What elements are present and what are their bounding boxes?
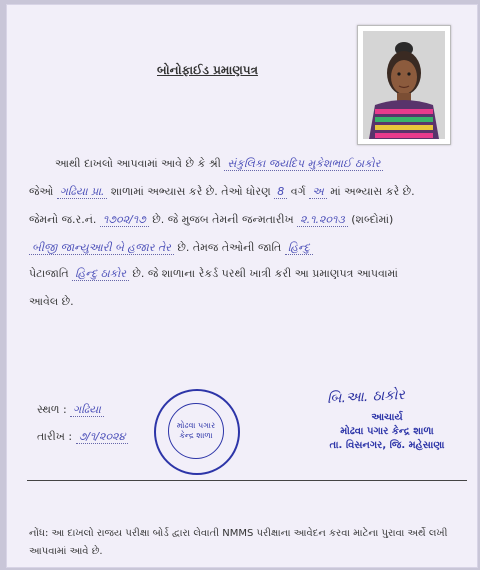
divider-line xyxy=(27,480,467,481)
body-line-6: આવેલ છે. xyxy=(29,295,74,308)
birth-date-words: બીજી જાન્યુઆરી બે હજાર તેર xyxy=(29,241,174,255)
place-label: સ્થળ : xyxy=(37,403,67,416)
school-name: ગઢિયા પ્રા. xyxy=(57,185,108,199)
line2-mid: શાળામાં અભ્યાસ કરે છે. તેઓ ધોરણ xyxy=(110,185,271,198)
round-stamp-text: મોઢવા પગાર કેન્દ્ર શાળા xyxy=(168,403,224,459)
caste-value: હિન્દુ xyxy=(285,241,313,255)
signature-scribble: બિ.આ. ઠાકોર xyxy=(326,386,406,408)
line4-mid: છે. તેમજ તેઓની જાતિ xyxy=(177,241,282,254)
place-value: ગઢિયા xyxy=(70,403,104,417)
principal-school: મોઢવા પગાર કેન્દ્ર શાળા xyxy=(340,426,434,437)
line3-end: (શબ્દોમાં) xyxy=(351,213,394,226)
line3-mid: છે. જે મુજબ તેમની જન્મતારીખ xyxy=(152,213,294,226)
body-line-1 xyxy=(55,157,383,171)
date-row xyxy=(37,430,128,444)
standard-value: 8 xyxy=(274,185,287,199)
line2-prefix: જેઓ xyxy=(29,185,54,198)
photo-image xyxy=(363,31,445,139)
birth-date: ૨.૧.૨૦૧૩ xyxy=(297,213,348,227)
certificate-title: બોનોફાઈડ પ્રમાણપત્ર xyxy=(157,63,258,77)
body-line-2 xyxy=(29,185,415,199)
division-value: અ xyxy=(309,185,327,199)
student-name: સંકુલિકા જયદિપ મુકેશભાઈ ઠાકોર xyxy=(224,157,383,171)
principal-location: તા. વિસનગર, જિ. મહેસાણા xyxy=(329,440,445,451)
line2-end: માં અભ્યાસ કરે છે. xyxy=(330,185,415,198)
register-number: ૧૭૦૨/૧૭ xyxy=(100,213,149,227)
principal-role: આચાર્ય xyxy=(371,412,403,423)
subcaste-value: હિન્દુ ઠાકોર xyxy=(72,267,129,281)
date-label: તારીખ : xyxy=(37,430,73,443)
line1-prefix: આથી દાખલો આપવામાં આવે છે કે શ્રી xyxy=(55,157,221,170)
line5-end: છે. જે શાળાના રેકર્ડ પરથી ખાત્રી કરી આ પ્રમાણપત્ર આપવામાં xyxy=(132,267,398,280)
place-row xyxy=(37,403,104,417)
footnote: નોંધ: આ દાખલો રાજય પરીક્ષા બોર્ડ દ્વારા લેવાતી NMMS પરીક્ષાના આવેદન કરવા માટેના પુરાવા અર્થે લખી આપવામાં આવે છે. xyxy=(29,528,448,557)
body-line-4 xyxy=(29,241,313,255)
principal-stamp xyxy=(307,411,467,453)
line3-prefix: જેમનો જ.ર.નં. xyxy=(29,213,97,226)
date-value: ૭/૧/૨૦૨૪ xyxy=(76,430,129,444)
student-photo xyxy=(357,25,451,145)
body-line-5 xyxy=(29,267,398,281)
line5-prefix: પેટાજાતિ xyxy=(29,267,69,280)
certificate-page xyxy=(6,4,478,568)
portrait-illustration xyxy=(363,31,445,139)
school-round-stamp xyxy=(154,389,240,475)
line2-mid2: વર્ગ xyxy=(290,185,306,198)
principal-signature-block xyxy=(307,386,467,459)
body-line-3 xyxy=(29,213,393,227)
